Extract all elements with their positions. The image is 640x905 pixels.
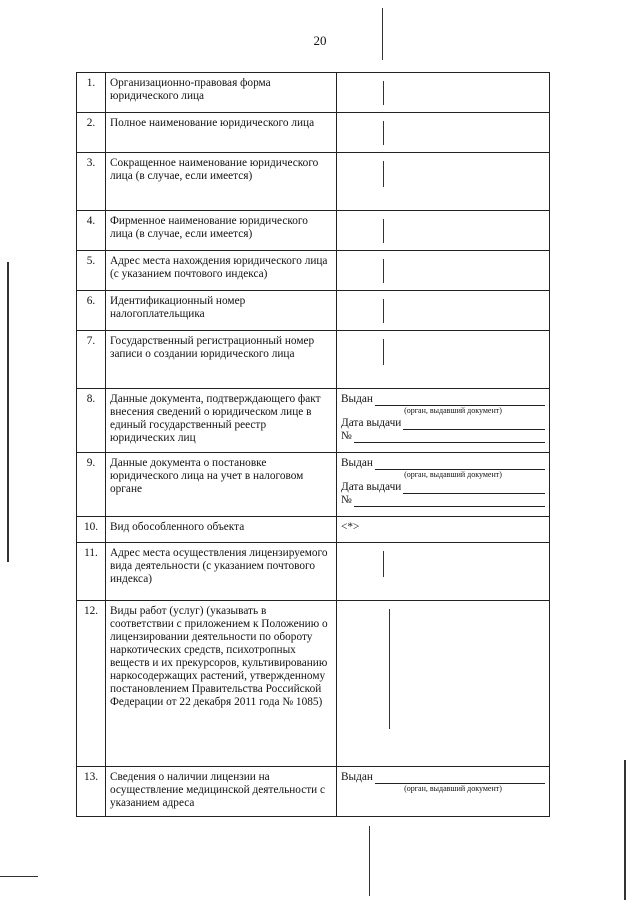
scan-artifact-left-bar	[7, 262, 9, 562]
form-row	[77, 601, 550, 767]
row-label: Сведения о наличии лицензии на осуществление медицинской деятельности с указанием адреса	[106, 767, 337, 817]
issued-by-field[interactable]	[341, 457, 545, 470]
form-row	[77, 389, 550, 453]
issuer-caption: (орган, выдавший документ)	[404, 406, 502, 415]
document-number-field[interactable]	[341, 430, 545, 443]
scan-artifact-bottom-line	[369, 826, 370, 896]
row-number: 12.	[77, 601, 106, 767]
form-row	[77, 153, 550, 211]
form-row	[77, 543, 550, 601]
row-label: Данные документа, подтверждающего факт внесения сведений о юридическом лице в единый государственный реестр юридических лиц	[106, 389, 337, 453]
scan-artifact-top-line	[382, 8, 383, 60]
row-label: Полное наименование юридического лица	[106, 113, 337, 153]
issued-by-field-label: Выдан	[341, 771, 373, 783]
scan-mark	[383, 161, 384, 187]
row-number: 1.	[77, 73, 106, 113]
issuer-caption: (орган, выдавший документ)	[404, 784, 502, 793]
scan-mark	[383, 299, 384, 323]
document-number-field-label: №	[341, 494, 352, 506]
issued-by-field-label: Выдан	[341, 393, 373, 405]
issue-date-field-underline[interactable]	[403, 418, 545, 430]
form-row	[77, 211, 550, 251]
row-label: Идентификационный номер налогоплательщика	[106, 291, 337, 331]
form-row	[77, 113, 550, 153]
page-number: 20	[313, 33, 327, 48]
form-row	[77, 73, 550, 113]
form-row	[77, 251, 550, 291]
row-value-field[interactable]	[337, 331, 550, 389]
row-number: 6.	[77, 291, 106, 331]
issued-by-field[interactable]	[341, 771, 545, 784]
row-value-field[interactable]	[337, 517, 550, 543]
scan-mark	[389, 609, 390, 729]
scan-mark	[383, 121, 384, 145]
issue-date-field-label: Дата выдачи	[341, 481, 402, 493]
row-value-field[interactable]	[337, 211, 550, 251]
row-value-field[interactable]	[337, 113, 550, 153]
scan-mark	[383, 259, 384, 283]
row-number: 10.	[77, 517, 106, 543]
issued-by-field-underline[interactable]	[375, 394, 545, 406]
issued-by-field-underline[interactable]	[375, 458, 545, 470]
scan-artifact-bottom-left	[0, 876, 38, 877]
form-row	[77, 517, 550, 543]
row-value-field[interactable]	[337, 543, 550, 601]
row-number: 2.	[77, 113, 106, 153]
issue-date-field-underline[interactable]	[403, 482, 545, 494]
issue-date-field[interactable]	[341, 481, 545, 494]
row-number: 13.	[77, 767, 106, 817]
document-number-field-label: №	[341, 430, 352, 442]
row-label: Данные документа о постановке юридического лица на учет в налоговом органе	[106, 453, 337, 517]
footnote-marker: <*>	[341, 521, 360, 533]
document-number-field-underline[interactable]	[354, 431, 545, 443]
row-value-field[interactable]	[337, 767, 550, 817]
row-value-field[interactable]	[337, 73, 550, 113]
row-label: Сокращенное наименование юридического лица (в случае, если имеется)	[106, 153, 337, 211]
row-label: Адрес места осуществления лицензируемого вида деятельности (с указанием почтового индекса)	[106, 543, 337, 601]
scan-mark	[383, 81, 384, 105]
application-form-table	[76, 72, 550, 817]
scan-mark	[383, 339, 384, 365]
issued-by-field[interactable]	[341, 393, 545, 406]
scan-mark	[383, 551, 384, 577]
row-label: Организационно-правовая форма юридического лица	[106, 73, 337, 113]
document-number-field[interactable]	[341, 494, 545, 507]
row-number: 7.	[77, 331, 106, 389]
row-number: 4.	[77, 211, 106, 251]
row-value-field[interactable]	[337, 291, 550, 331]
scan-artifact-right-bar	[624, 760, 626, 900]
form-row	[77, 767, 550, 817]
row-value-field[interactable]	[337, 153, 550, 211]
row-number: 9.	[77, 453, 106, 517]
row-label: Вид обособленного объекта	[106, 517, 337, 543]
row-number: 5.	[77, 251, 106, 291]
row-number: 11.	[77, 543, 106, 601]
row-value-field[interactable]	[337, 601, 550, 767]
row-value-field[interactable]	[337, 453, 550, 517]
issue-date-field[interactable]	[341, 417, 545, 430]
issue-date-field-label: Дата выдачи	[341, 417, 402, 429]
row-value-field[interactable]	[337, 251, 550, 291]
issued-by-field-underline[interactable]	[375, 772, 545, 784]
document-number-field-underline[interactable]	[354, 495, 545, 507]
form-row	[77, 331, 550, 389]
row-label: Виды работ (услуг) (указывать в соответствии с приложением к Положению о лицензировании деятельности по обороту наркотических средств, психотропных веществ и их прекурсоров, культивированию наркосодержащих растений, утвержденному постановлением Правительства Российской Федерации от 22 декабря 2011 года № 1085)	[106, 601, 337, 767]
issuer-caption: (орган, выдавший документ)	[404, 470, 502, 479]
row-label: Адрес места нахождения юридического лица (с указанием почтового индекса)	[106, 251, 337, 291]
row-value-field[interactable]	[337, 389, 550, 453]
row-label: Фирменное наименование юридического лица (в случае, если имеется)	[106, 211, 337, 251]
row-number: 8.	[77, 389, 106, 453]
scan-mark	[383, 219, 384, 243]
form-row	[77, 291, 550, 331]
row-number: 3.	[77, 153, 106, 211]
row-label: Государственный регистрационный номер записи о создании юридического лица	[106, 331, 337, 389]
form-row	[77, 453, 550, 517]
issued-by-field-label: Выдан	[341, 457, 373, 469]
